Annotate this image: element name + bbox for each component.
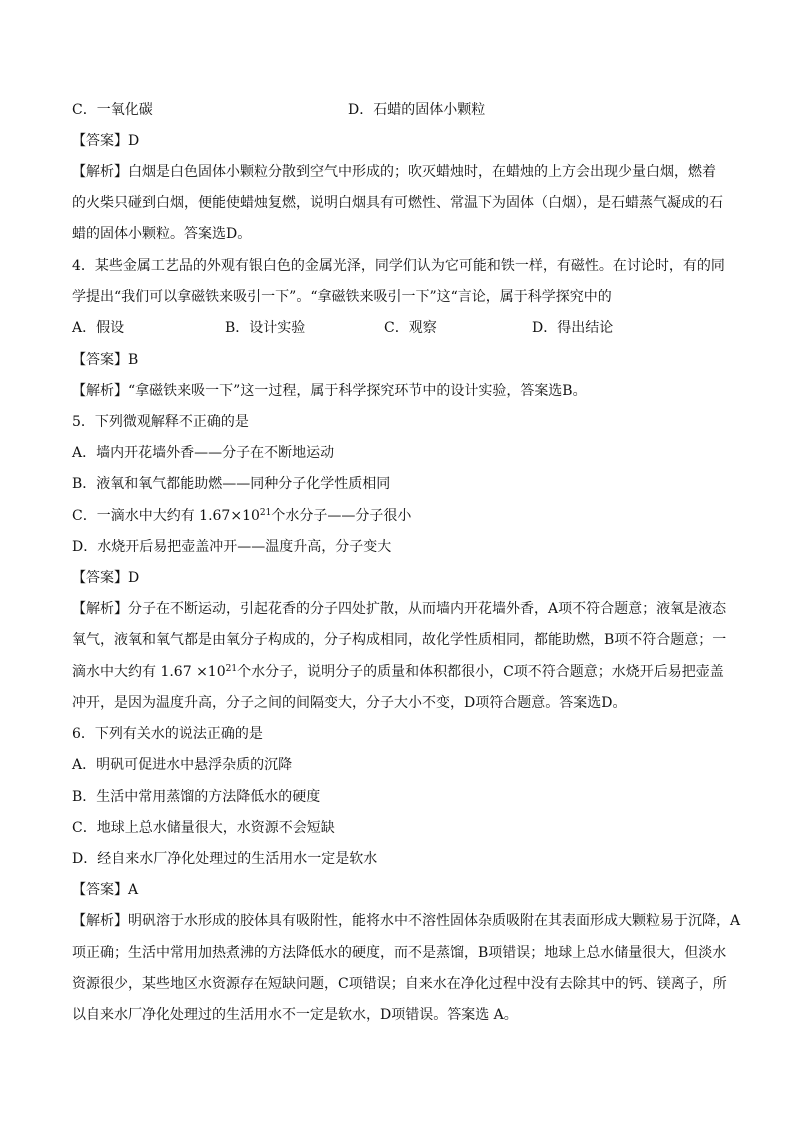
q5-option-a: A．墙内开花墙外香——分子在不断地运动	[72, 445, 335, 461]
q3-analysis-line: 的火柴只碰到白烟，便能使蜡烛复燃，说明白烟具有可燃性、常温下为固体（白烟），是石蜡蒸气凝成的石	[72, 195, 723, 211]
q6-option-b: B．生活中常用蒸馏的方法降低水的硬度	[72, 789, 321, 805]
q5-analysis-line: 氧气，液氧和氧气都是由氧分子构成的，分子构成相同，故化学性质相同，都能助燃，B项不符合题意；一	[72, 632, 727, 648]
q3-option-d: D．石蜡的固体小颗粒	[348, 102, 486, 118]
q5-stem: 5．下列微观解释不正确的是	[72, 414, 249, 430]
q3-analysis-line: 【解析】白烟是白色固体小颗粒分散到空气中形成的；吹灭蜡烛时，在蜡烛的上方会出现少量白烟，燃着	[72, 164, 716, 180]
exponent: 21	[259, 508, 272, 518]
q6-answer: 【答案】A	[72, 882, 139, 898]
q6-analysis-line: 资源很少，某些地区水资源存在短缺问题，C项错误；自来水在净化过程中没有去除其中的钙、镁离子，所	[72, 976, 727, 992]
q5-option-c	[72, 506, 762, 526]
q4-stem-line: 学提出“我们可以拿磁铁来吸引一下”。“拿磁铁来吸引一下”这“言论，属于科学探究中的	[72, 289, 612, 305]
q4-stem-line: 4．某些金属工艺品的外观有银白色的金属光泽，同学们认为它可能和铁一样，有磁性。在讨论时，有的同	[72, 258, 725, 274]
q5-option-c-text: 个水分子——分子很小	[271, 508, 412, 524]
q4-option-c: C．观察	[384, 320, 437, 336]
q4-option-b: B．设计实验	[225, 320, 306, 336]
q5-analysis-text: 滴水中大约有 1.67 ×10	[72, 664, 226, 680]
q5-option-b: B．液氧和氧气都能助燃——同种分子化学性质相同	[72, 476, 391, 492]
q4-options-row	[72, 318, 762, 338]
q4-option-d: D．得出结论	[532, 320, 614, 336]
q6-analysis-line: 以自来水厂净化处理过的生活用水不一定是软水，D项错误。答案选 A。	[72, 1007, 518, 1023]
q5-analysis-line	[72, 662, 762, 682]
q6-analysis-line: 项正确；生活中常用加热煮沸的方法降低水的硬度，而不是蒸馏，B项错误；地球上总水储量很大，但淡水	[72, 945, 727, 961]
q3-option-c: C．一氧化碳	[72, 102, 153, 118]
q4-answer: 【答案】B	[72, 352, 139, 368]
q6-option-d: D．经自来水厂净化处理过的生活用水一定是软水	[72, 851, 378, 867]
q5-answer: 【答案】D	[72, 570, 140, 586]
q3-options-row	[72, 100, 762, 120]
exponent: 21	[225, 664, 238, 674]
q3-analysis-line: 蜡的固体小颗粒。答案选D。	[72, 226, 252, 242]
q6-stem: 6．下列有关水的说法正确的是	[72, 726, 263, 742]
q4-option-a: A．假设	[72, 320, 125, 336]
q4-analysis: 【解析】“拿磁铁来吸一下”这一过程，属于科学探究环节中的设计实验，答案选B。	[72, 383, 587, 399]
q5-analysis-line: 【解析】分子在不断运动，引起花香的分子四处扩散，从而墙内开花墙外香，A项不符合题意；液氧是液态	[72, 601, 727, 617]
q5-analysis-line: 冲开，是因为温度升高，分子之间的间隔变大，分子大小不变，D项符合题意。答案选D。	[72, 695, 627, 711]
q3-answer: 【答案】D	[72, 133, 140, 149]
q6-analysis-line: 【解析】明矾溶于水形成的胶体具有吸附性，能将水中不溶性固体杂质吸附在其表面形成大颗粒易于沉降，A	[72, 913, 741, 929]
q6-option-c: C．地球上总水储量很大，水资源不会短缺	[72, 820, 335, 836]
q5-analysis-text: 个水分子，说明分子的质量和体积都很小，C项不符合题意；水烧开后易把壶盖	[237, 664, 724, 680]
q5-option-c-text: C．一滴水中大约有 1.67×10	[72, 508, 260, 524]
q6-option-a: A．明矾可促进水中悬浮杂质的沉降	[72, 757, 293, 773]
q5-option-d: D．水烧开后易把壶盖冲开——温度升高，分子变大	[72, 539, 392, 555]
